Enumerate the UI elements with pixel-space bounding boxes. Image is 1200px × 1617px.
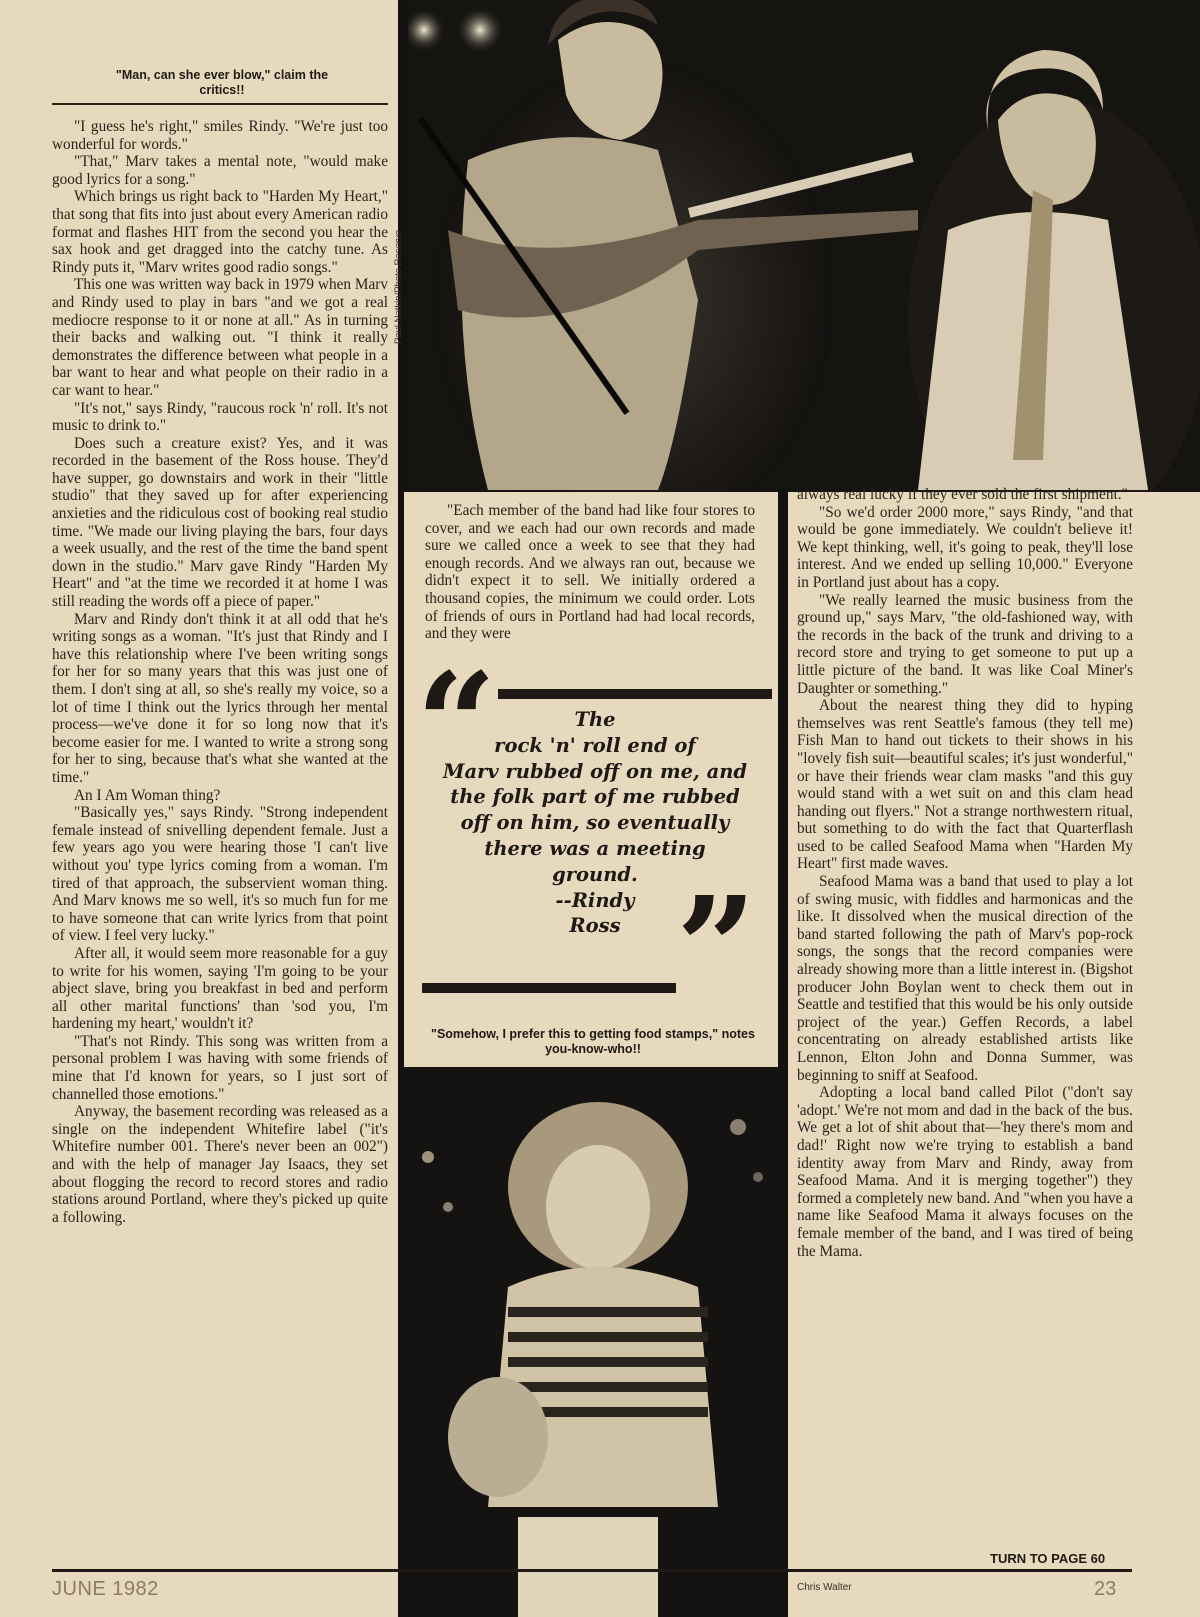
photo-caption-top: "Man, can she ever blow," claim the critics!! <box>115 68 329 97</box>
quote-line: off on him, so eventually <box>460 811 730 835</box>
concert-photo-illustration <box>408 1067 788 1617</box>
paragraph: Marv and Rindy don't think it at all odd that he's writing songs as a woman. "It's just that Rindy and I have this relationship where I've been writing songs for her for so many years that this was just one of them. I don't sing at all, so she's really my voice, so a lot of time I think out the lyrics through her mental process—we've done it for so long now that it's become easier for me. I wanted to write a strong song for her to sing, because that's what she wanted at the time." <box>52 610 388 786</box>
paragraph: An I Am Woman thing? <box>74 786 221 804</box>
quote-line: Marv rubbed off on me, and <box>442 759 748 783</box>
paragraph: "I guess he's right," smiles Rindy. "We're just too wonderful for words." <box>52 118 388 153</box>
quote-line: rock 'n' roll end of <box>494 733 696 757</box>
quote-rule <box>422 983 676 993</box>
close-quote-mark: ” <box>676 867 757 1031</box>
paragraph: Seafood Mama was a band that used to play a lot of swing music, with fiddles and harmonicas and the like. It dissolved when the musical direction of the band started following the path of Marv's pop-rock songs, the songs that the record companies were already showing more than a little interest in. (Bigshot producer John Boylan went to check them out in Seattle and testified that this would be his only outside project of the year.) Geffen Records, a label concentrating on already established artists like Lennon, Elton John and Donna Summer, was beginning to sniff at Seafood. <box>797 873 1133 1084</box>
paragraph: "We really learned the music business from the ground up," says Marv, "the old-fashioned way, with the records in the back of the trunk and driving to a record store and trying to get someone to put up a little picture of the band. It was like Coal Miner's Daughter or something." <box>797 591 1133 697</box>
quote-line: there was a meeting <box>484 836 706 860</box>
paragraph: always real lucky if they ever sold the first shipment." <box>797 486 1128 503</box>
pull-quote <box>414 643 776 1031</box>
article-column-2 <box>425 502 755 643</box>
paragraph: "So we'd order 2000 more," says Rindy, "and that would be gone immediately. We couldn't believe it! We kept thinking, well, it's going to peak, they'll lose interest. And we ended up selling 10,000." Everyone in Portland just about has a copy. <box>797 503 1133 591</box>
photo-credit: Chris Walter <box>797 1582 852 1593</box>
article-column-3 <box>797 486 1133 1260</box>
paragraph: After all, it would seem more reasonable for a guy to write for his women, saying 'I'm going to be your abject slave, bring you breakfast in bed and perform all other marital functions' than 'sod you, I'm hardening my heart,' wouldn't it? <box>52 944 388 1033</box>
paragraph: "That's not Rindy. This song was written from a personal problem I was having with some friends of mine that I'd known for years, so I just sort of channelled those emotions." <box>52 1032 388 1103</box>
paragraph: Which brings us right back to "Harden My Heart," that song that fits into just about every American radio format and flashes HIT from the second you hear the sax hook and get dragged into the catchy tune. As Rindy puts it, "Marv writes good radio songs." <box>52 188 388 276</box>
concert-photo-guitar-sax <box>408 0 1200 492</box>
jump-line: TURN TO PAGE 60 <box>990 1551 1106 1566</box>
paragraph: Does such a creature exist? Yes, and it was recorded in the basement of the Ross house. They'd have supper, go downstairs and work in their "little studio" that they saved up for after experiencing anxieties and the ridiculous cost of booking real studio time. "We made our living playing the bars, four days a week usually, and the rest of the time the band spent down in the studio." Marv gave Rindy "Harden My Heart" and "at the time we recorded it at home I was still reading the words off a piece of paper." <box>52 434 388 611</box>
issue-date: JUNE 1982 <box>52 1578 159 1600</box>
quote-rule <box>498 689 772 699</box>
paragraph: This one was written way back in 1979 when Marv and Rindy used to play in bars "and we got a real mediocre response to it or none at all." As in turning their backs and walking out. "I think it really demonstrates the difference between what people in a bar want to hear and what people on their radio in a car want to hear." <box>52 276 388 399</box>
paragraph: About the nearest thing they did to hyping themselves was rent Seattle's famous (they tell me) Fish Man to hand out tickets to their shows in his "lovely fish suit—beautiful scales; it's just wonderful," or have their friends wear clam masks "and this guy would stand with a wet suit on and this clam head handing out flyers." Not a strange northwestern ritual, but something to do with the fact that Quarterflash used to be called Seafood Mama when "Harden My Heart" first made waves. <box>797 697 1133 873</box>
quote-line: The <box>574 708 616 731</box>
paragraph: Anyway, the basement recording was released as a single on the independent Whitefire label ("it's Whitefire number 001. There's never been an 002") and with the help of manager Jay Isaacs, they set about flogging the record to record stores and radio stations around Portland, where they's picked up quite a following. <box>52 1103 388 1226</box>
caption-rule <box>52 103 388 105</box>
paragraph: "It's not," says Rindy, "raucous rock 'n' roll. It's not music to drink to." <box>52 399 388 435</box>
paragraph: "That," Marv takes a mental note, "would make good lyrics for a song." <box>52 153 388 188</box>
quote-line: the folk part of me rubbed <box>450 785 740 809</box>
quote-attribution: Ross <box>569 914 621 938</box>
photo-border <box>398 1067 408 1617</box>
concert-photo-rindy <box>408 1067 788 1617</box>
photo-credit: Paul Natkin/Photo Reserve <box>393 229 404 344</box>
column-divider <box>398 492 404 1067</box>
quote-line: ground. <box>552 862 638 886</box>
concert-photo-illustration <box>408 0 1200 492</box>
paragraph: Adopting a local band called Pilot ("don't say 'adopt.' We're not mom and dad in the back of the bus. We get a lot of shit about that—'hey there's mom and dad!' Right now we're trying to establish a band identity away from Marv and Rindy, away from Seafood Mama. And it is merging together") they formed a completely new band. And "when you have a name like Seafood Mama it always focuses on the female member of the band, and I was tired of being the Mama. <box>797 1084 1133 1260</box>
article-column-1 <box>52 118 388 1226</box>
quote-attribution: --Rindy <box>555 888 635 912</box>
page-number: 23 <box>1094 1578 1117 1600</box>
footer-rule <box>52 1569 1132 1572</box>
photo-caption-middle: "Somehow, I prefer this to getting food stamps," notes you-know-who!! <box>431 1027 755 1056</box>
open-quote-mark: “ <box>416 643 497 807</box>
column-divider <box>778 486 788 1617</box>
paragraph: "Basically yes," says Rindy. "Strong independent female instead of snivelling dependent female. Just a few years ago you were hearing those 'I can't live without you' type lyrics coming from a woman. I'm tired of that approach, the subservient woman thing. And Marv knows me so well, it's so much fun for me to have someone that can write lyrics from that point of view. I feel very lucky." <box>52 804 388 945</box>
paragraph: "Each member of the band had like four stores to cover, and we each had our own records and made sure we called once a week to see that they had enough records. And we always ran out, because we didn't expect it to sell. We initially ordered a thousand copies, the minimum we could order. Lots of friends of ours in Portland had had local records, and they were <box>425 502 755 643</box>
